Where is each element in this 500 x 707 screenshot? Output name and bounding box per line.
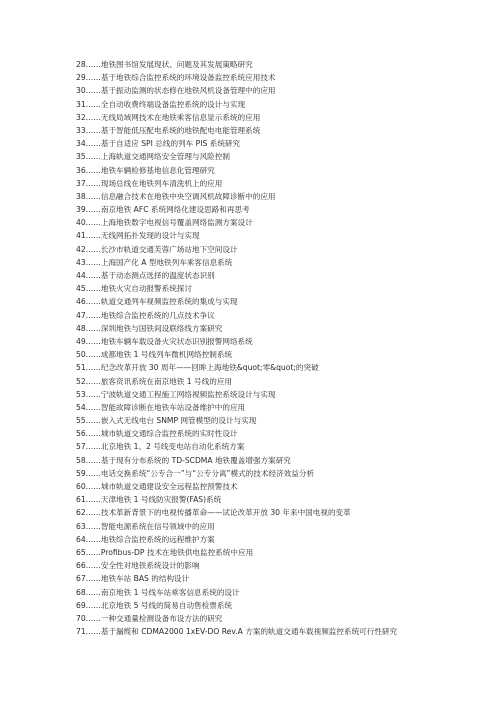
toc-item: 60……城市轨道交通建设安全远程监控预警技术 bbox=[76, 482, 238, 491]
toc-item: 37……现场总线在地铁列车清洗机上的应用 bbox=[76, 178, 223, 188]
toc-item: 63……智能电源系统在信号领域中的应用 bbox=[76, 521, 215, 531]
toc-item: 58……基于现有分布系统的 TD-SCDMA 地铁覆盖增强方案研究 bbox=[76, 455, 291, 465]
toc-item: 32……无线局域网技术在地铁乘客信息显示系统的应用 bbox=[76, 112, 261, 122]
toc-item: 57……北京地铁 1、2 号线变电站自动化系统方案 bbox=[76, 442, 245, 452]
toc-item: 42……长沙市轨道交通芙蓉广场站地下空间设计 bbox=[76, 244, 238, 254]
toc-item: 47……地铁综合监控系统的几点技术争议 bbox=[76, 310, 215, 320]
toc-item: 36……地铁车辆检修基地信息化管理研究 bbox=[76, 165, 215, 175]
toc-item: 65……Profibus-DP 技术在地铁供电监控系统中应用 bbox=[76, 547, 254, 557]
toc-item: 69……北京地铁 5 号线的简易自动售检票系统 bbox=[76, 600, 233, 610]
toc-item: 50……成都地铁 1 号线列车微机网络控制系统 bbox=[76, 350, 233, 360]
toc-item: 28……地铁图书馆发展现状、问题及其发展策略研究 bbox=[76, 60, 253, 69]
toc-item: 46……轨道交通列车视频监控系统的集成与实现 bbox=[76, 297, 238, 307]
toc-item: 38……信息融合技术在地铁中央空调风机故障诊断中的应用 bbox=[76, 191, 276, 201]
toc-item: 52……旅客资讯系统在南京地铁 1 号线的应用 bbox=[76, 376, 233, 386]
toc-item: 40……上海地铁数字电视信号覆盖网络监测方案设计 bbox=[76, 218, 253, 228]
toc-item: 29……基于地铁综合监控系统的环境设备监控系统应用技术 bbox=[76, 73, 276, 83]
toc-item: 70……一种交通量检测设备布设方法的研究 bbox=[76, 613, 223, 623]
toc-item: 55……嵌入式无线电台 SNMP 网管模型的设计与实现 bbox=[76, 416, 257, 426]
toc-item: 30……基于振动监测的状态修在地铁风机设备管理中的应用 bbox=[76, 86, 276, 96]
toc-item: 71……基于漏缆和 CDMA2000 1xEV-DO Rev.A 方案的轨道交通车载视频监控系统可行性研究 bbox=[76, 627, 398, 637]
toc-item: 51……纪念改革开放 30 周年——回眸上海地铁&quot;零&quot;的突破 bbox=[76, 363, 319, 373]
toc-item: 43……上海国产化 A 型地铁列车乘客信息系统 bbox=[76, 257, 233, 267]
toc-item: 59……电话交换系统“公专合一”与“公专分离”模式的技术经济效益分析 bbox=[76, 468, 315, 478]
toc-item: 31……全自动收费终端设备监控系统的设计与实现 bbox=[76, 99, 246, 109]
toc-item: 66……安全性对地铁系统设计的影响 bbox=[76, 561, 200, 571]
toc-item: 39……南京地铁 AFC 系统网络化建设思路和再思考 bbox=[76, 205, 250, 215]
toc-item: 33……基于智能低压配电系统的地铁配电电能管理系统 bbox=[76, 125, 261, 135]
toc-list bbox=[76, 58, 492, 638]
toc-item: 54……智能故障诊断在地铁车站设备维护中的应用 bbox=[76, 402, 246, 412]
toc-item: 34……基于自适应 SPI 总线的列车 PIS 系统研究 bbox=[76, 139, 241, 149]
toc-item: 48……深圳地铁与国铁间设联络线方案研究 bbox=[76, 323, 223, 333]
toc-item: 67……地铁车站 BAS 的结构设计 bbox=[76, 574, 190, 584]
toc-item: 35……上海轨道交通网络安全管理与风险控制 bbox=[76, 152, 230, 162]
toc-item: 62……技术革新背景下的电视传播革命——试论改革开放 30 年来中国电视的变革 bbox=[76, 508, 351, 518]
toc-item: 64……地铁综合监控系统的远程维护方案 bbox=[76, 534, 215, 544]
toc-item: 68……南京地铁 1 号线车站乘客信息系统的设计 bbox=[76, 587, 240, 597]
toc-item: 44……基于动态测点选择的温度状态识别 bbox=[76, 271, 215, 280]
toc-item: 45……地铁火灾自动报警系统探讨 bbox=[76, 284, 192, 294]
toc-item: 41……无线网拓扑发现的设计与实现 bbox=[76, 231, 200, 241]
toc-item: 56……城市轨道交通综合监控系统的实时性设计 bbox=[76, 429, 238, 439]
toc-item: 53……宁波轨道交通工程施工网络视频监控系统设计与实现 bbox=[76, 389, 276, 399]
toc-item: 61……天津地铁 1 号线防灾报警(FAS)系统 bbox=[76, 495, 222, 505]
toc-item: 49……地铁车辆车载设备火灾状态识别报警网络系统 bbox=[76, 336, 253, 346]
